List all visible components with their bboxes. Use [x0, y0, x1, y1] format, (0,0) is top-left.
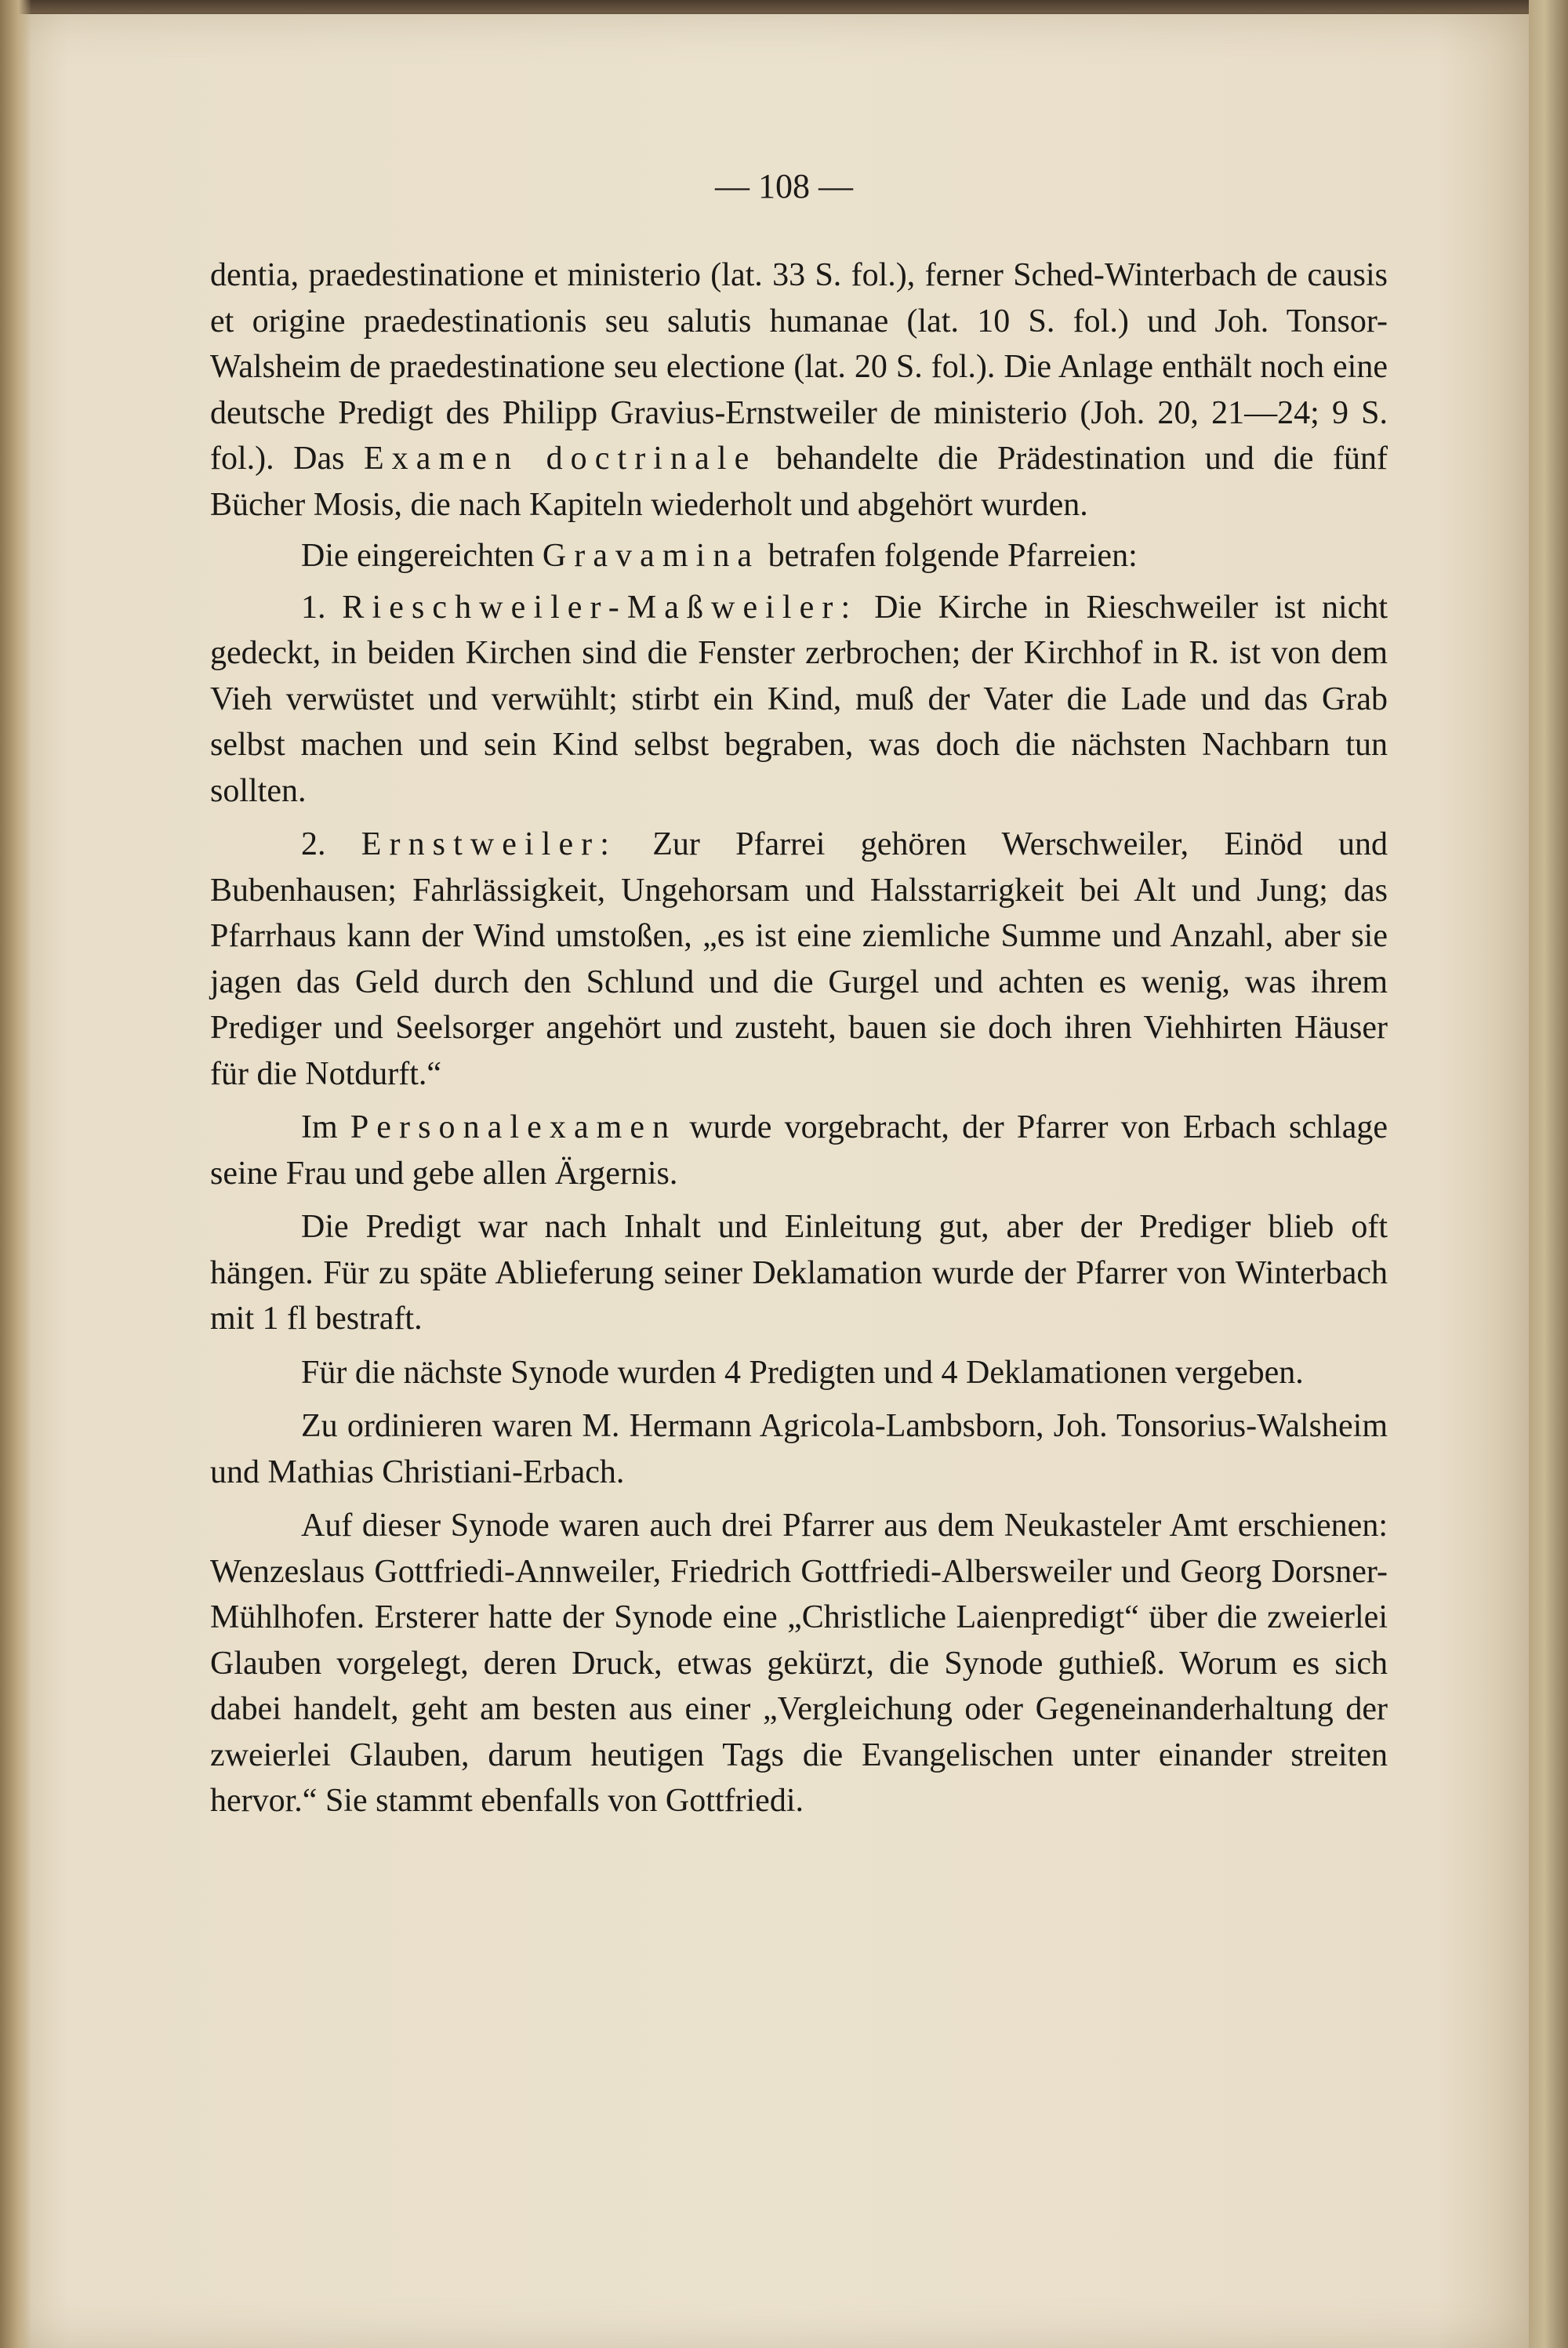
text-run: Auf dieser Synode waren auch drei Pfarrer aus dem Neukasteler Amt erschienen: Wenzeslaus Gottfriedi-Annweiler, Friedrich Gottfriedi-Albersweiler und Georg Dorsner-Mühlhofen. Ersterer hatte der Synode eine „Christliche Laienpredigt“ über die zweierlei Glauben vorgelegt, deren Druck, etwas gekürzt, die Synode guthieß. Worum es sich dabei handelt, geht am besten aus einer „Vergleichung oder Gegeneinanderhaltung der zweierlei Glauben, darum heutigen Tags die Evangelischen unter einander streiten hervor.“ Sie stammt ebenfalls von Gottfriedi. — [210, 1508, 1388, 1819]
spaced-term: Rieschweiler-Maßweiler: — [342, 589, 858, 626]
page-number: — 108 — — [715, 167, 853, 205]
paragraph — [210, 822, 1388, 1097]
text-run: Zu ordinieren waren M. Hermann Agricola-Lambsborn, Joh. Tonsorius-Walsheim und Mathias Christiani-Erbach. — [210, 1408, 1388, 1490]
text-run: 2. — [301, 826, 361, 862]
spaced-term: Personalexamen — [350, 1109, 677, 1145]
paragraph — [210, 1350, 1388, 1396]
spaced-term: Ernstweiler: — [361, 826, 617, 862]
text-run: Im — [301, 1109, 350, 1145]
paragraph — [210, 1403, 1388, 1495]
text-run: Für die nächste Synode wurden 4 Predigten und 4 Deklamationen vergeben. — [301, 1354, 1304, 1391]
text-run: behandelte die Prädestination und die fünf Bücher Mosis, die nach Kapiteln wiederholt und abgehört wurden. — [210, 441, 1388, 523]
paragraph — [210, 1204, 1388, 1342]
spaced-term: Examen doctrinale — [363, 441, 757, 477]
text-run: Die Predigt war nach Inhalt und Einleitung gut, aber der Prediger blieb oft hängen. Für zu späte Ablieferung seiner Deklamation wurde der Pfarrer von Winterbach mit 1 fl bestraft. — [210, 1209, 1388, 1337]
paragraph — [210, 1105, 1388, 1196]
paragraph — [210, 252, 1388, 528]
body-text — [210, 252, 1388, 1830]
text-run: dentia, praedestinatione et ministerio (lat. 33 S. fol.), ferner Sched-Winterbach de causis et origine praedestinationis seu salutis humanae (lat. 10 S. fol.) und Joh. Tonsor-Walsheim de praedestinatione seu electione (lat. 20 S. fol.). Die Anlage enthält noch eine deutsche Predigt des Philipp Gravius-Ernstweiler de ministerio (Joh. 20, 21—24; 9 S. fol.). Das — [210, 257, 1388, 477]
page-binding-edge — [0, 0, 31, 2348]
paragraph — [210, 1503, 1388, 1824]
text-run: Die Kirche in Rieschweiler ist nicht gedeckt, in beiden Kirchen sind die Fenster zerbrochen; der Kirchhof in R. ist von dem Vieh verwüstet und verwühlt; stirbt ein Kind, muß der Vater die Lade und das Grab selbst machen und sein Kind selbst begraben, was doch die nächsten Nachbarn tun sollten. — [210, 589, 1388, 809]
text-run: 1. — [301, 589, 343, 626]
page-fore-edge — [1529, 0, 1568, 2348]
spaced-term: Gravamina — [542, 538, 760, 574]
paragraph — [210, 533, 1388, 579]
text-run: wurde vorgebracht, der Pfarrer von Erbach schlage seine Frau und gebe allen Ärgernis. — [210, 1109, 1388, 1192]
text-run: Zur Pfarrei gehören Werschweiler, Einöd und Bubenhausen; Fahrlässigkeit, Ungehorsam und Halsstarrigkeit bei Alt und Jung; das Pfarrhaus kann der Wind umstoßen, „es ist eine ziemliche Summe und Anzahl, aber sie jagen das Geld durch den Schlund und die Gurgel und achten es wenig, was ihrem Prediger und Seelsorger angehört und zusteht, bauen sie doch ihren Viehhirten Häuser für die Notdurft.“ — [210, 826, 1388, 1092]
text-run: betrafen folgende Pfarreien: — [760, 538, 1138, 574]
paragraph — [210, 585, 1388, 815]
text-run: Die eingereichten — [301, 538, 543, 574]
